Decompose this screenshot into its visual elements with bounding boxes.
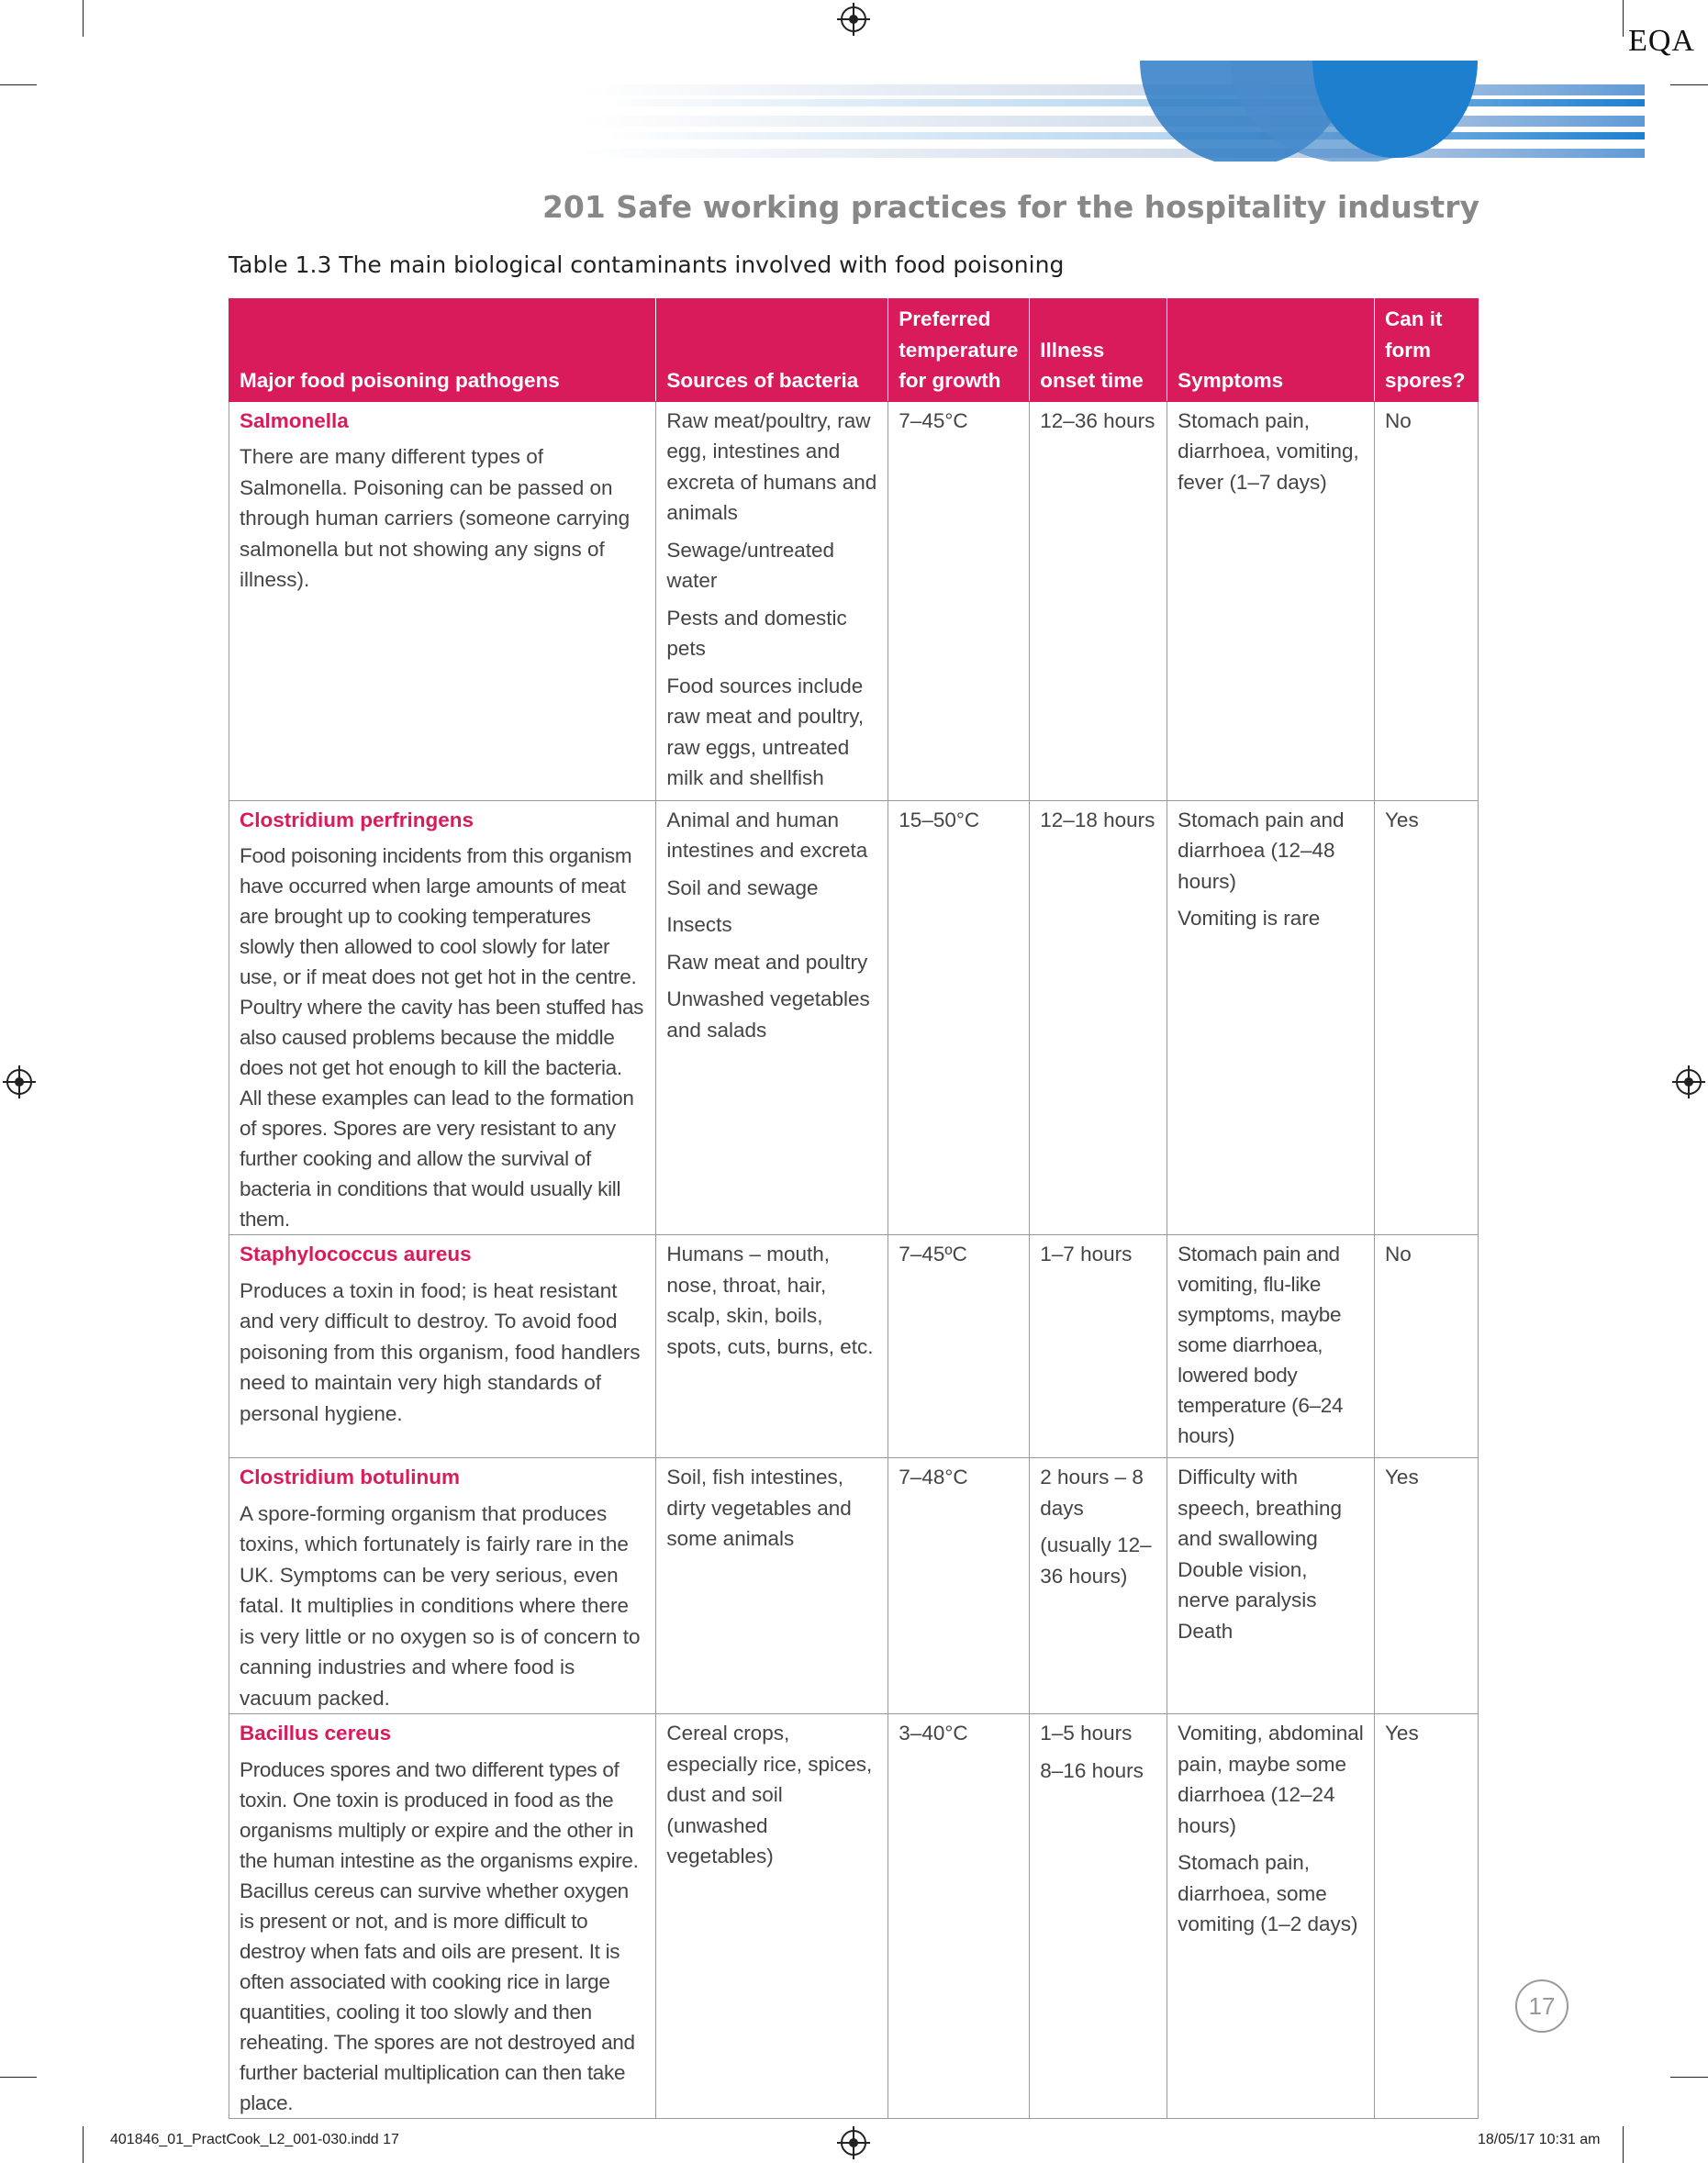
- source-item: Soil and sewage: [666, 875, 819, 899]
- onset-cell: [1030, 1458, 1167, 1714]
- pathogen-name: Staphylococcus aureus: [240, 1243, 472, 1265]
- table-row: [229, 1458, 1479, 1714]
- source-item: Unwashed vegetables and salads: [666, 987, 870, 1042]
- registration-mark-icon: [841, 6, 866, 32]
- onset-cell: [1030, 1714, 1167, 2119]
- temperature-cell: 3–40°C: [888, 1714, 1030, 2119]
- spores-cell: Yes: [1374, 800, 1478, 1235]
- chapter-title: 201 Safe working practices for the hospitality industry: [541, 189, 1479, 225]
- sources-cell: [656, 800, 888, 1235]
- crop-mark: [83, 2126, 84, 2163]
- registration-mark-icon: [841, 2130, 866, 2156]
- pathogen-description: There are many different types of Salmonella. Poisoning can be passed on through human carriers (someone carrying salmonella but not showing any signs of illness).: [240, 445, 631, 591]
- header-decoration: [578, 61, 1645, 162]
- onset-item: 1–7 hours: [1040, 1243, 1133, 1265]
- table-row: [229, 1714, 1479, 2119]
- crop-mark: [1670, 2077, 1708, 2078]
- pathogen-cell: [229, 1714, 656, 2119]
- symptom-item: Stomach pain, diarrhoea, vomiting, fever (1–7 days): [1178, 408, 1359, 494]
- onset-item: 12–36 hours: [1040, 408, 1155, 432]
- source-item: Humans – mouth, nose, throat, hair, scalp, skin, boils, spots, cuts, burns, etc.: [666, 1243, 874, 1358]
- page-number: 17: [1515, 1979, 1568, 2033]
- symptoms-cell: [1167, 401, 1375, 800]
- table-caption: Table 1.3 The main biological contaminants involved with food poisoning: [229, 251, 1065, 278]
- spores-cell: No: [1374, 1235, 1478, 1458]
- pathogen-name: Clostridium botulinum: [240, 1466, 460, 1488]
- pathogen-description: A spore-forming organism that produces toxins, which fortunately is fairly rare in the UK. Symptoms can be very serious, even fatal. It multiplies in conditions where there is very little or no oxygen so is of concern to canning industries and where food is vacuum packed.: [240, 1501, 641, 1710]
- source-item: Insects: [666, 913, 732, 936]
- onset-cell: [1030, 800, 1167, 1235]
- symptoms-cell: [1167, 1714, 1375, 2119]
- onset-cell: [1030, 401, 1167, 800]
- table-row: [229, 1235, 1479, 1458]
- source-item: Soil, fish intestines, dirty vegetables and some animals: [666, 1466, 852, 1550]
- sources-cell: [656, 1235, 888, 1458]
- symptoms-cell: [1167, 1458, 1375, 1714]
- pathogen-cell: [229, 1458, 656, 1714]
- crop-mark: [1670, 84, 1708, 85]
- source-item: Animal and human intestines and excreta: [666, 808, 868, 862]
- source-item: Raw meat/poultry, raw egg, intestines and excreta of humans and animals: [666, 408, 877, 524]
- brand-mark: EQA: [1628, 24, 1695, 58]
- registration-mark-icon: [1676, 1069, 1702, 1095]
- pathogen-description: Produces a toxin in food; is heat resistant and very difficult to destroy. To avoid food poisoning from this organism, food handlers need to maintain very high standards of personal hygiene.: [240, 1278, 641, 1425]
- spores-cell: Yes: [1374, 1458, 1478, 1714]
- crop-mark: [0, 84, 37, 85]
- symptom-item: Vomiting, abdominal pain, maybe some diarrhoea (12–24 hours): [1178, 1722, 1364, 1837]
- table-row: [229, 401, 1479, 800]
- source-item: Pests and domestic pets: [666, 606, 847, 660]
- onset-item: 12–18 hours: [1040, 808, 1155, 831]
- symptom-item: Difficulty with speech, breathing and swallowing Double vision, nerve paralysis Death: [1178, 1466, 1343, 1643]
- column-header: Symptoms: [1167, 299, 1375, 402]
- pathogen-cell: [229, 1235, 656, 1458]
- column-header: Preferred temperature for growth: [888, 299, 1030, 402]
- pathogen-name: Salmonella: [240, 408, 349, 432]
- sources-cell: [656, 1714, 888, 2119]
- column-header: Can it form spores?: [1374, 299, 1478, 402]
- pathogen-name: Clostridium perfringens: [240, 808, 474, 831]
- sources-cell: [656, 401, 888, 800]
- onset-cell: [1030, 1235, 1167, 1458]
- onset-item: 1–5 hours: [1040, 1722, 1133, 1745]
- footer-datetime: 18/05/17 10:31 am: [1478, 2132, 1601, 2147]
- temperature-cell: 15–50°C: [888, 800, 1030, 1235]
- pathogen-description: Produces spores and two different types of toxin. One toxin is produced in food as the organisms multiply or expire and the other in the human intestine as the organisms expire. Bacillus cereus can survive whether oxygen is present or not, and is more difficult to destroy when fats and oils are present. It is often associated with cooking rice in large quantities, cooling it too slowly and then reheating. The spores are not destroyed and further bacterial multiplication can then take place.: [240, 1757, 639, 2114]
- symptom-item: Stomach pain, diarrhoea, some vomiting (1–2 days): [1178, 1851, 1358, 1935]
- column-header: Sources of bacteria: [656, 299, 888, 402]
- spores-cell: No: [1374, 401, 1478, 800]
- symptom-item: Stomach pain and diarrhoea (12–48 hours): [1178, 808, 1345, 893]
- onset-item: (usually 12–36 hours): [1040, 1533, 1152, 1588]
- source-item: Food sources include raw meat and poultry, raw eggs, untreated milk and shellfish: [666, 674, 865, 789]
- onset-item: 8–16 hours: [1040, 1758, 1144, 1782]
- symptoms-cell: [1167, 800, 1375, 1235]
- pathogen-cell: [229, 401, 656, 800]
- footer-file-info: 401846_01_PractCook_L2_001-030.indd 17: [110, 2132, 399, 2147]
- column-header: Illness onset time: [1030, 299, 1167, 402]
- pathogen-description: Food poisoning incidents from this organism have occurred when large amounts of meat are brought up to cooking temperatures slowly then allowed to cool slowly for later use, or if meat does not get hot in the centre. Poultry where the cavity has been stuffed has also caused problems because the middle does not get hot enough to kill the bacteria. All these examples can lead to the formation of spores. Spores are very resistant to any further cooking and allow the survival of bacteria in conditions that would usually kill them.: [240, 844, 644, 1231]
- column-header: Major food poisoning pathogens: [229, 299, 656, 402]
- source-item: Raw meat and poultry: [666, 950, 868, 974]
- pathogen-name: Bacillus cereus: [240, 1722, 392, 1745]
- symptoms-cell: [1167, 1235, 1375, 1458]
- onset-item: 2 hours – 8 days: [1040, 1466, 1144, 1520]
- sources-cell: [656, 1458, 888, 1714]
- source-item: Sewage/untreated water: [666, 538, 835, 592]
- crop-mark: [0, 2077, 37, 2078]
- spores-cell: Yes: [1374, 1714, 1478, 2119]
- crop-mark: [83, 0, 84, 37]
- table-row: [229, 800, 1479, 1235]
- table-header-row: [229, 299, 1479, 402]
- temperature-cell: 7–48°C: [888, 1458, 1030, 1714]
- pathogens-table: [229, 298, 1479, 2119]
- crop-mark: [1623, 2126, 1624, 2163]
- temperature-cell: 7–45°C: [888, 401, 1030, 800]
- symptom-item: Vomiting is rare: [1178, 907, 1321, 930]
- crop-mark: [1623, 0, 1624, 37]
- symptom-item: Stomach pain and vomiting, flu-like symptoms, maybe some diarrhoea, lowered body temperature (6–24 hours): [1178, 1243, 1344, 1447]
- registration-mark-icon: [6, 1069, 32, 1095]
- temperature-cell: 7–45ºC: [888, 1235, 1030, 1458]
- pathogen-cell: [229, 800, 656, 1235]
- source-item: Cereal crops, especially rice, spices, dust and soil (unwashed vegetables): [666, 1722, 873, 1868]
